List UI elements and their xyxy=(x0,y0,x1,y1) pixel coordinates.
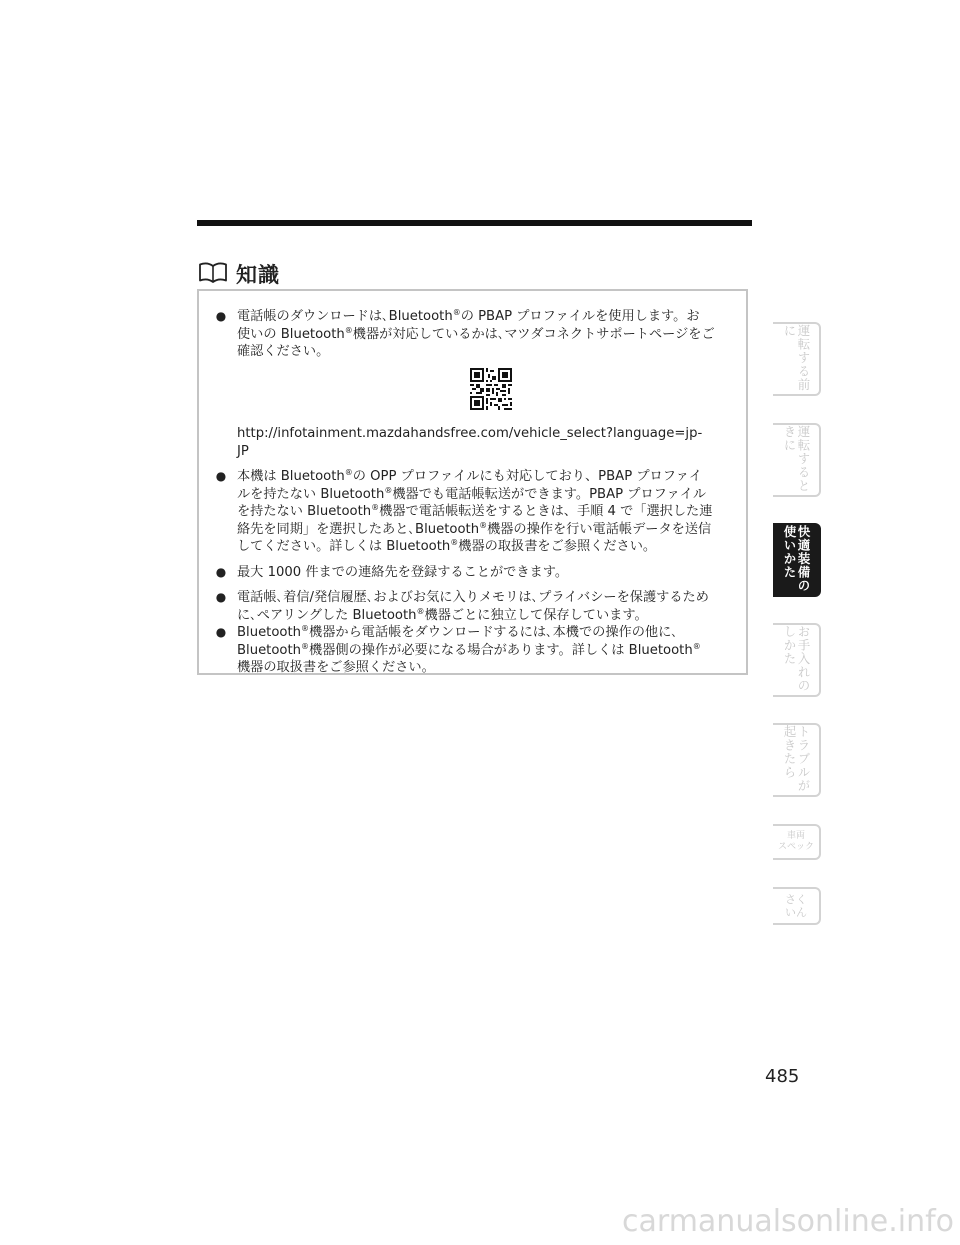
tab-maintenance[interactable]: お手入れのしかた xyxy=(773,623,821,697)
item-line: 本機は Bluetooth®の OPP プロファイルにも対応しており、PBAP プロファイ xyxy=(237,468,703,484)
list-item xyxy=(213,564,733,582)
item-line: ルを持たない Bluetooth®機器でも電話帳転送ができます。PBAP プロファイル xyxy=(237,485,707,502)
support-url[interactable]: http://infotainment.mazdahandsfree.com/vehicle_select?language=jp- JP xyxy=(237,426,703,459)
section-heading xyxy=(198,258,280,290)
tab-index[interactable]: さく いん xyxy=(773,887,821,925)
section-rule xyxy=(197,220,752,226)
item-line: 使いの Bluetooth®機器が対応しているかは､マツダコネクトサポートページをご xyxy=(237,325,715,342)
item-line: Bluetooth®機器から電話帳をダウンロードするには､本機での操作の他に､ xyxy=(237,624,678,640)
item-line: 電話帳､着信/発信履歴､およびお気に入りメモリは､プライバシーを保護するため xyxy=(237,590,709,605)
list-item xyxy=(213,468,733,556)
watermark: carmanualsonline.info xyxy=(622,1204,954,1239)
item-line: Bluetooth®機器側の操作が必要になる場合があります。詳しくは Bluetooth® xyxy=(237,641,701,658)
tab-specifications[interactable]: 車両 スペック xyxy=(773,824,821,860)
item-line: 最大 1000 件までの連絡先を登録することができます。 xyxy=(237,565,569,580)
tab-before-driving[interactable]: 運転する前に xyxy=(773,322,821,396)
item-line: に､ペアリングした Bluetooth®機器ごとに独立して保存しています。 xyxy=(237,606,648,623)
knowledge-box xyxy=(197,289,748,675)
item-line: 絡先を同期」を選択したあと､Bluetooth®機器の操作を行い電話帳データを送信 xyxy=(237,520,712,537)
tab-comfort-features[interactable]: 快適装備の使いかた xyxy=(773,523,821,597)
bullet-dot: ● xyxy=(215,469,227,483)
bullet-dot: ● xyxy=(215,309,227,323)
item-line: 確認ください。 xyxy=(237,344,330,359)
tab-troubleshooting[interactable]: トラブルが起きたら xyxy=(773,723,821,797)
book-icon xyxy=(198,261,228,287)
item-line: 機器の取扱書をご参照ください。 xyxy=(237,660,435,675)
page-number: 485 xyxy=(765,1066,800,1087)
item-line: を持たない Bluetooth®機器で電話帳転送をするときは、手順 4 で「選択した連 xyxy=(237,503,713,519)
bullet-dot: ● xyxy=(215,565,227,579)
bullet-dot: ● xyxy=(215,625,227,639)
list-item xyxy=(213,308,733,361)
item-line: してください。詳しくは Bluetooth®機器の取扱書をご参照ください。 xyxy=(237,538,657,554)
item-line: 電話帳のダウンロードは､Bluetooth®の PBAP プロファイルを使用します。お xyxy=(237,308,700,324)
list-item xyxy=(213,589,733,624)
qr-code[interactable] xyxy=(470,368,512,410)
section-title: 知識 xyxy=(236,263,280,287)
list-item xyxy=(213,624,733,677)
tab-while-driving[interactable]: 運転するときに xyxy=(773,423,821,497)
bullet-dot: ● xyxy=(215,590,227,604)
